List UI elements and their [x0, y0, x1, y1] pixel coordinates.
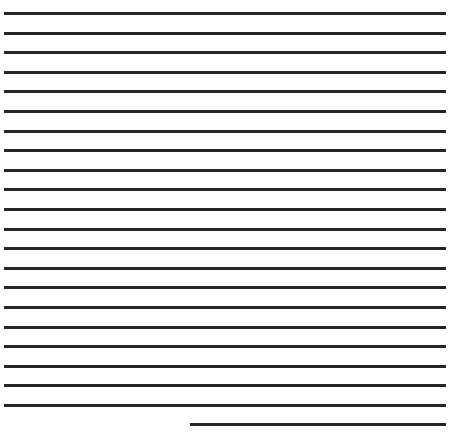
article-line — [4, 200, 446, 220]
article-body — [4, 4, 446, 434]
article-line — [4, 259, 446, 279]
article-line — [4, 122, 446, 142]
article-line — [4, 415, 446, 435]
article-line — [4, 4, 446, 24]
article-line — [4, 239, 446, 259]
article-line — [4, 24, 446, 44]
article-line — [4, 298, 446, 318]
article-line — [4, 180, 446, 200]
article-line — [4, 357, 446, 377]
article-line — [4, 220, 446, 240]
article-line — [4, 43, 446, 63]
article-line — [4, 102, 446, 122]
article-line — [4, 376, 446, 396]
article-line — [4, 141, 446, 161]
article-line — [4, 63, 446, 83]
article-line — [4, 337, 446, 357]
article-line — [4, 318, 446, 338]
article-line — [4, 396, 446, 416]
article-line — [4, 82, 446, 102]
article-line — [4, 161, 446, 181]
article-line — [4, 278, 446, 298]
